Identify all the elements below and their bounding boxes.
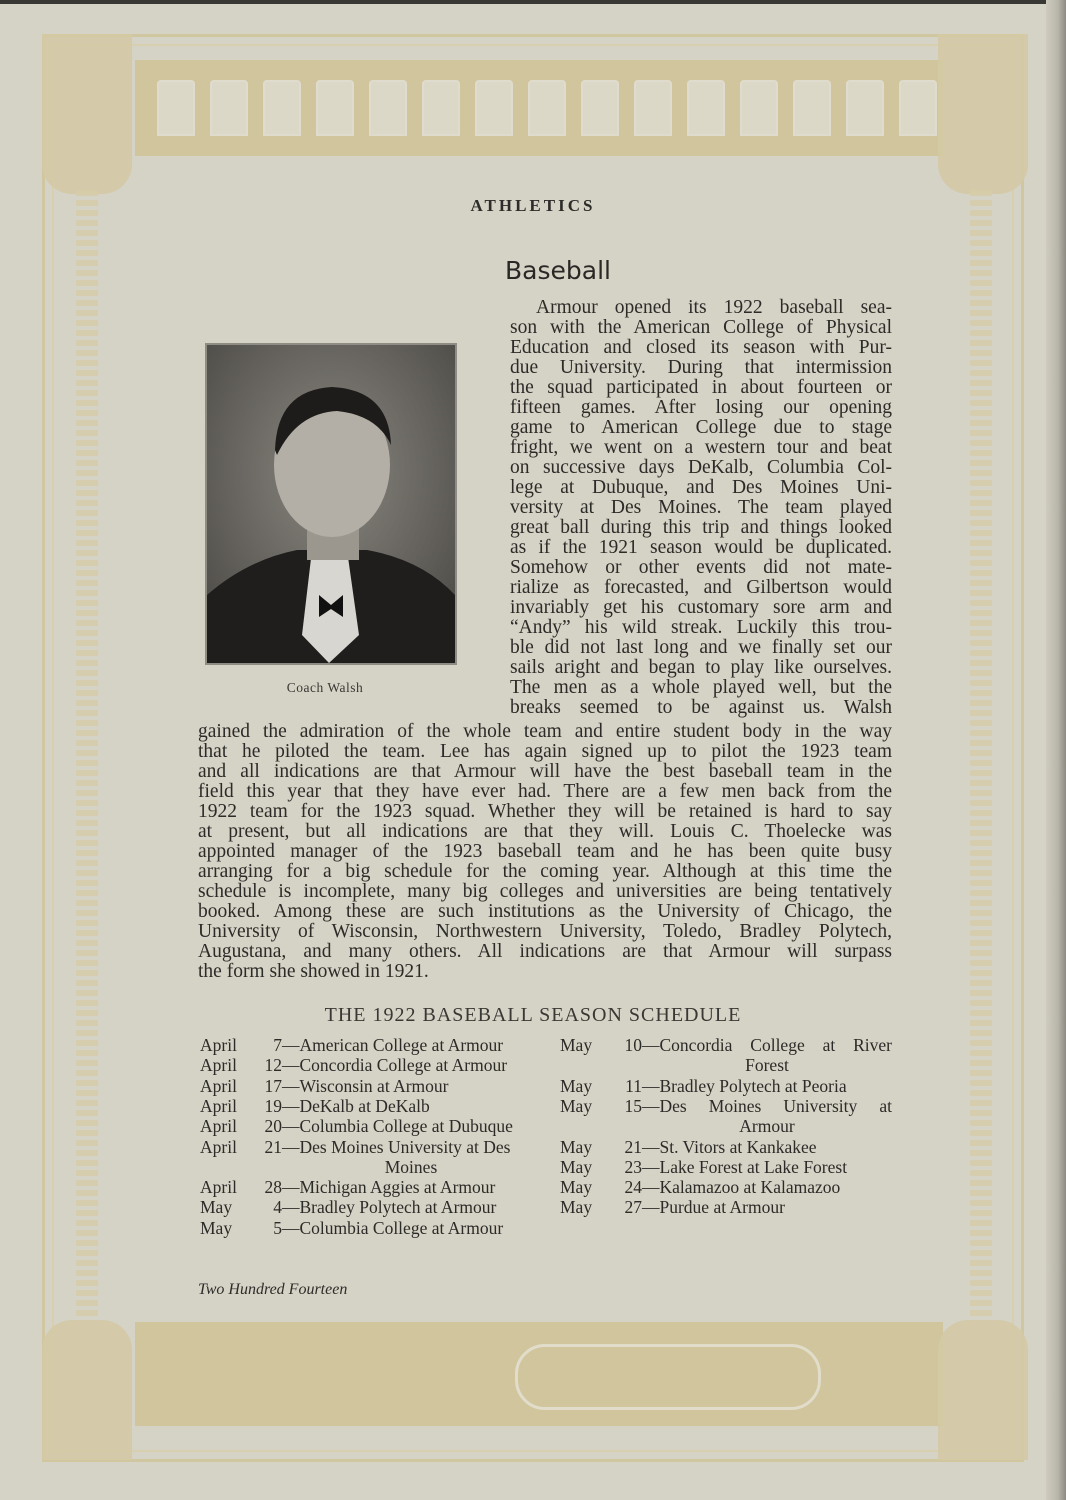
schedule-day: 12 bbox=[264, 1055, 282, 1076]
schedule-event-continuation: Moines bbox=[384, 1156, 438, 1177]
schedule-month: May bbox=[560, 1075, 593, 1096]
schedule-day: 28 bbox=[264, 1177, 282, 1198]
body-text-line: son with the American College of Physical bbox=[510, 317, 892, 338]
schedule-event-continuation: Forest bbox=[745, 1055, 789, 1076]
band-window-ornament bbox=[581, 80, 619, 136]
schedule-row bbox=[200, 1137, 540, 1157]
schedule-row bbox=[200, 1218, 540, 1238]
body-text-line: “Andy” his wild streak. Luckily this trou- bbox=[510, 617, 892, 638]
schedule-month: May bbox=[560, 1095, 593, 1116]
body-text-line: fifteen games. After losing our opening bbox=[510, 397, 892, 418]
body-text-line: and all indications are that Armour will have the best baseball team in the bbox=[198, 761, 892, 782]
body-text-line: Augustana, and many others. All indications are that Armour will surpass bbox=[198, 941, 892, 962]
schedule-day: 10 bbox=[624, 1035, 642, 1055]
schedule-day: 27 bbox=[624, 1197, 642, 1218]
article-title: Baseball bbox=[505, 256, 611, 285]
schedule-event: —Columbia College at Dubuque bbox=[282, 1116, 513, 1137]
body-text-line: arranging for a big schedule for the coming year. Although at this time the bbox=[198, 861, 892, 882]
schedule-month: April bbox=[200, 1075, 237, 1096]
scan-top-edge bbox=[0, 0, 1066, 4]
schedule-row-continuation bbox=[560, 1055, 892, 1075]
body-text-line: on successive days DeKalb, Columbia Col- bbox=[510, 457, 892, 478]
body-text-line: field this year that they have ever had. There are a few men back from the bbox=[198, 781, 892, 802]
schedule-day: 21 bbox=[264, 1136, 282, 1157]
schedule-month: April bbox=[200, 1055, 237, 1076]
body-text-line: Education and closed its season with Pur- bbox=[510, 337, 892, 358]
schedule-event: —Bradley Polytech at Peoria bbox=[642, 1075, 847, 1096]
schedule-month: May bbox=[560, 1197, 593, 1218]
band-window-ornament bbox=[634, 80, 672, 136]
schedule-title: THE 1922 BASEBALL SEASON SCHEDULE bbox=[324, 1004, 742, 1026]
schedule-event: —Columbia College at Armour bbox=[282, 1217, 504, 1238]
corner-ornament-top-left bbox=[42, 34, 132, 194]
body-text-line: 1922 team for the 1923 squad. Whether they will be retained is hard to say bbox=[198, 801, 892, 822]
schedule-row bbox=[200, 1055, 540, 1075]
schedule-day: 7 bbox=[273, 1035, 282, 1055]
corner-ornament-bottom-left bbox=[42, 1320, 132, 1460]
band-window-ornament bbox=[316, 80, 354, 136]
band-window-ornament bbox=[422, 80, 460, 136]
body-text-line: lege at Dubuque, and Des Moines Uni- bbox=[510, 477, 892, 498]
schedule-event: —Michigan Aggies at Armour bbox=[282, 1177, 496, 1198]
body-text-line: at present, but all indications are that they will. Louis C. Thoelecke was bbox=[198, 821, 892, 842]
schedule-row bbox=[560, 1157, 892, 1177]
bottom-ornament-band bbox=[135, 1322, 943, 1426]
schedule-row-continuation bbox=[200, 1157, 540, 1177]
band-window-ornament bbox=[793, 80, 831, 136]
band-window-ornament bbox=[475, 80, 513, 136]
schedule-row bbox=[560, 1076, 892, 1096]
schedule-month: April bbox=[200, 1177, 237, 1198]
schedule-month: May bbox=[200, 1217, 233, 1238]
band-window-ornament bbox=[687, 80, 725, 136]
schedule-event: —Lake Forest at Lake Forest bbox=[642, 1156, 848, 1177]
schedule-day: 15 bbox=[624, 1095, 642, 1116]
schedule-event: —Concordia College at River bbox=[642, 1035, 892, 1055]
body-text-line: that he piloted the team. Lee has again signed up to pilot the 1923 team bbox=[198, 741, 892, 762]
schedule-event: —Kalamazoo at Kalamazoo bbox=[642, 1177, 841, 1198]
schedule-month: April bbox=[200, 1035, 237, 1055]
schedule-day: 24 bbox=[624, 1177, 642, 1198]
top-ornament-band bbox=[135, 60, 943, 156]
body-text-line: invariably get his customary sore arm and bbox=[510, 597, 892, 618]
portrait-silhouette-icon bbox=[207, 345, 455, 663]
corner-ornament-top-right bbox=[938, 34, 1028, 194]
schedule-row bbox=[560, 1197, 892, 1217]
body-text-line: schedule is incomplete, many big colleges and universities are being tentatively bbox=[198, 881, 892, 902]
band-window-ornament bbox=[369, 80, 407, 136]
schedule-row bbox=[560, 1177, 892, 1197]
body-text-line: rialize as forecasted, and Gilbertson would bbox=[510, 577, 892, 598]
body-text-line: game to American College due to stage bbox=[510, 417, 892, 438]
schedule-event: —St. Vitors at Kankakee bbox=[642, 1136, 817, 1157]
body-text-line: Somehow or other events did not mate- bbox=[510, 557, 892, 578]
schedule-row bbox=[200, 1197, 540, 1217]
band-window-ornament bbox=[263, 80, 301, 136]
schedule-month: May bbox=[560, 1136, 593, 1157]
schedule-event: —Des Moines University at bbox=[642, 1095, 892, 1116]
schedule-event: —DeKalb at DeKalb bbox=[282, 1095, 430, 1116]
body-text-line: versity at Des Moines. The team played bbox=[510, 497, 892, 518]
schedule-event: —Wisconsin at Armour bbox=[282, 1075, 449, 1096]
schedule-day: 23 bbox=[624, 1156, 642, 1177]
body-text-line: the form she showed in 1921. bbox=[198, 961, 429, 982]
schedule-month: May bbox=[560, 1035, 593, 1055]
body-text-line: breaks seemed to be against us. Walsh bbox=[510, 697, 892, 718]
band-window-ornament bbox=[740, 80, 778, 136]
body-text-line: appointed manager of the 1923 baseball team and he has been quite busy bbox=[198, 841, 892, 862]
body-text-line: booked. Among these are such institutions as the University of Chicago, the bbox=[198, 901, 892, 922]
schedule-day: 11 bbox=[625, 1075, 642, 1096]
schedule-day: 20 bbox=[264, 1116, 282, 1137]
page-number: Two Hundred Fourteen bbox=[198, 1281, 348, 1298]
schedule-event-continuation: Armour bbox=[739, 1116, 795, 1137]
schedule-event: —American College at Armour bbox=[282, 1035, 504, 1055]
schedule-month: May bbox=[560, 1177, 593, 1198]
schedule-row bbox=[200, 1096, 540, 1116]
body-text-line: fright, we went on a western tour and beat bbox=[510, 437, 892, 458]
schedule-month: April bbox=[200, 1136, 237, 1157]
schedule-row-continuation bbox=[560, 1116, 892, 1136]
schedule-row bbox=[200, 1177, 540, 1197]
band-window-ornament bbox=[528, 80, 566, 136]
body-text-line: ble did not last long and we finally set our bbox=[510, 637, 892, 658]
left-column-ornament bbox=[76, 190, 98, 1320]
schedule-row bbox=[560, 1096, 892, 1116]
corner-ornament-bottom-right bbox=[938, 1320, 1028, 1460]
schedule-row bbox=[200, 1076, 540, 1096]
schedule-event: —Purdue at Armour bbox=[642, 1197, 785, 1218]
body-text-line: as if the 1921 season would be duplicated. bbox=[510, 537, 892, 558]
schedule-month: May bbox=[200, 1197, 233, 1218]
body-text-line: due University. During that intermission bbox=[510, 357, 892, 378]
body-text-line: great ball during this trip and things looked bbox=[510, 517, 892, 538]
schedule-row bbox=[200, 1035, 540, 1055]
schedule-event: —Bradley Polytech at Armour bbox=[282, 1197, 497, 1218]
body-text-line: Armour opened its 1922 baseball sea- bbox=[536, 297, 892, 318]
band-window-ornament bbox=[157, 80, 195, 136]
schedule-row bbox=[560, 1035, 892, 1055]
body-text-line: The men as a whole played well, but the bbox=[510, 677, 892, 698]
schedule-month: April bbox=[200, 1095, 237, 1116]
band-window-ornament bbox=[899, 80, 937, 136]
page-header: ATHLETICS bbox=[470, 196, 596, 215]
schedule-event: —Des Moines University at Des bbox=[282, 1136, 511, 1157]
schedule-day: 4 bbox=[273, 1197, 282, 1218]
right-column-ornament bbox=[970, 190, 992, 1320]
schedule-day: 5 bbox=[273, 1217, 282, 1238]
schedule-month: April bbox=[200, 1116, 237, 1137]
photo-caption: Coach Walsh bbox=[286, 680, 364, 695]
body-text-line: University of Wisconsin, Northwestern University, Toledo, Bradley Polytech, bbox=[198, 921, 892, 942]
band-window-ornament bbox=[846, 80, 884, 136]
schedule-event: —Concordia College at Armour bbox=[282, 1055, 508, 1076]
schedule-day: 17 bbox=[264, 1075, 282, 1096]
schedule-row bbox=[560, 1137, 892, 1157]
scan-right-edge bbox=[1046, 0, 1066, 1500]
coach-portrait-photo bbox=[205, 343, 457, 665]
body-text-line: sails aright and began to play like ourselves. bbox=[510, 657, 892, 678]
bottom-ornament-cartouche bbox=[515, 1344, 821, 1410]
band-window-ornament bbox=[210, 80, 248, 136]
schedule-day: 19 bbox=[264, 1095, 282, 1116]
body-text-line: the squad participated in about fourteen or bbox=[510, 377, 892, 398]
schedule-row bbox=[200, 1116, 540, 1136]
body-text-line: gained the admiration of the whole team and entire student body in the way bbox=[198, 721, 892, 742]
schedule-month: May bbox=[560, 1156, 593, 1177]
schedule-day: 21 bbox=[624, 1136, 642, 1157]
